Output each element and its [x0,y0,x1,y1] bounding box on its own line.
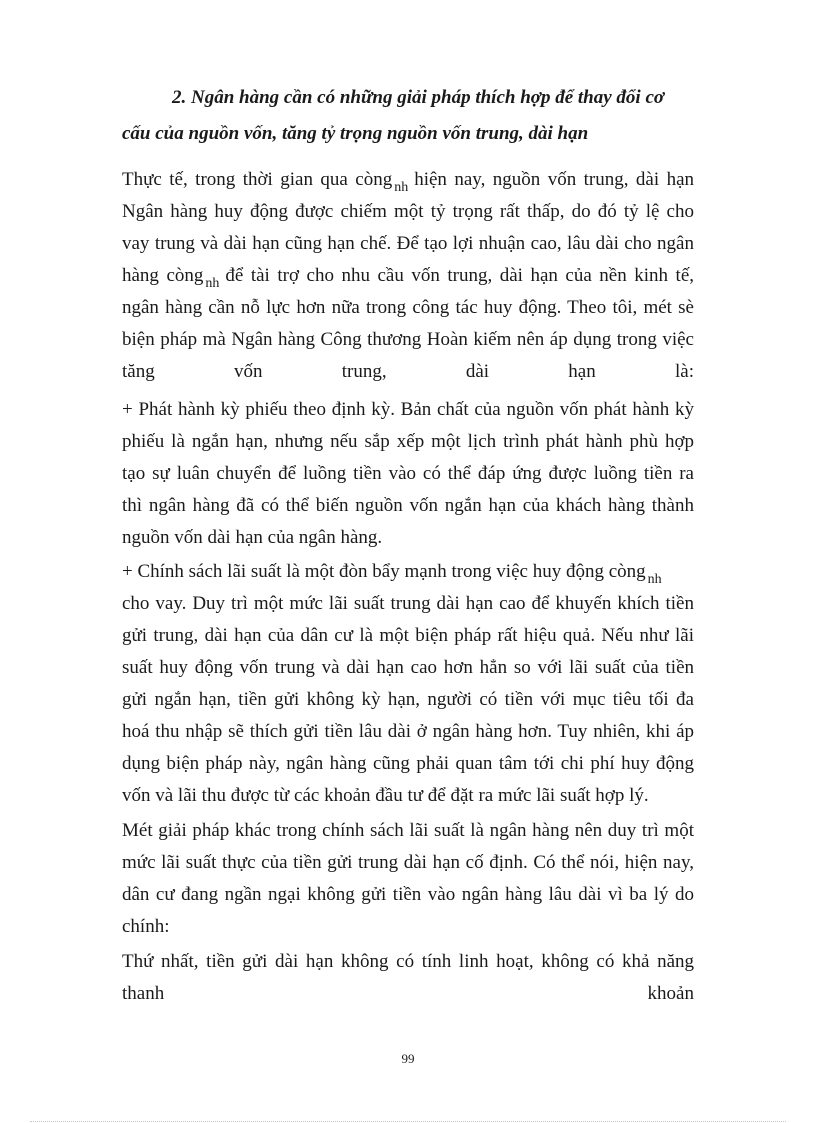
subscript-fragment: nh [205,276,220,291]
heading-line-1: 2. Ngân hàng cần có những giải pháp thích hợp để thay đổi cơ [172,87,665,108]
paragraph-line: hàng còng $_{nh}$ để tài trợ cho nhu cầu vốn trung, dài hạn của nền kinh tế, [122,265,694,291]
footer-divider [30,1121,786,1122]
paragraph-line: dân cư đang ngần ngại không gửi tiền vào ngân hàng lâu dài vì ba lý do [122,884,694,905]
paragraph-4 [122,815,694,943]
paragraph-line: ngân hàng cần nỗ lực hơn nữa trong công tác huy động. Theo tôi, mét sè [122,297,694,318]
paragraph-line: thanh khoản [122,983,694,1004]
paragraph-line: nguồn vốn dài hạn của ngân hàng. [122,527,383,548]
paragraph-line: hoá thu nhập sẽ thích gửi tiền lâu dài ở ngân hàng hơn. Tuy nhiên, khi áp [122,721,694,742]
section-heading [122,80,694,152]
paragraph-line: Thứ nhất, tiền gửi dài hạn không có tính linh hoạt, không có khả năng [122,951,694,972]
paragraph-line: tăng vốn trung, dài hạn là: [122,361,694,382]
paragraph-line: thì ngân hàng đã có thể biến nguồn vốn ngắn hạn của khách hàng thành [122,495,694,516]
subscript-fragment: nh [394,180,409,195]
paragraph-line: biện pháp mà Ngân hàng Công thương Hoàn kiếm nên áp dụng trong việc [122,329,694,350]
heading-line-2: cấu của nguồn vốn, tăng tỷ trọng nguồn vốn trung, dài hạn [122,123,589,144]
paragraph-2 [122,394,694,554]
paragraph-line: Mét giải pháp khác trong chính sách lãi suất là ngân hàng nên duy trì một [122,820,694,841]
paragraph-line: + Chính sách lãi suất là một đòn bẩy mạnh trong việc huy động còng $_{nh}$ [122,561,662,587]
paragraph-line: cho vay. Duy trì một mức lãi suất trung dài hạn cao để khuyến khích tiền [122,593,694,614]
paragraph-line: gửi trung, dài hạn của dân cư là một biện pháp rất hiệu quả. Nếu như lãi [122,625,694,646]
paragraph-line: dụng biện pháp này, ngân hàng cũng phải quan tâm tới chi phí huy động [122,753,694,774]
paragraph-line: vốn và lãi thu được từ các khoản đầu tư để đặt ra mức lãi suất hợp lý. [122,785,649,806]
paragraph-line: suất huy động vốn trung và dài hạn cao hơn hẳn so với lãi suất của tiền [122,657,694,678]
subscript-fragment: nh [647,572,662,587]
paragraph-line: chính: [122,916,170,937]
paragraph-line: Thực tế, trong thời gian qua còng $_{nh}$ hiện nay, nguồn vốn trung, dài hạn [122,169,694,195]
paragraph-line: Ngân hàng huy động được chiếm một tỷ trọng rất thấp, do đó tỷ lệ cho [122,201,694,222]
paragraph-1 [122,164,694,388]
paragraph-line: mức lãi suất thực của tiền gửi trung dài hạn cố định. Có thể nói, hiện nay, [122,852,694,873]
paragraph-line: tạo sự luân chuyển để luồng tiền vào có thể đáp ứng được luồng tiền ra [122,463,694,484]
paragraph-line: phiếu là ngắn hạn, nhưng nếu sắp xếp một lịch trình phát hành phù hợp [122,431,694,452]
paragraph-line: + Phát hành kỳ phiếu theo định kỳ. Bản chất của nguồn vốn phát hành kỳ [122,399,694,420]
paragraph-5 [122,946,694,1010]
paragraph-line: vay trung và dài hạn cũng hạn chế. Để tạo lợi nhuận cao, lâu dài cho ngân [122,233,694,254]
page-number: 99 [401,1051,415,1066]
paragraph-3 [122,556,694,812]
paragraph-line: gửi ngắn hạn, tiền gửi không kỳ hạn, người có tiền với mục tiêu tối đa [122,689,694,710]
